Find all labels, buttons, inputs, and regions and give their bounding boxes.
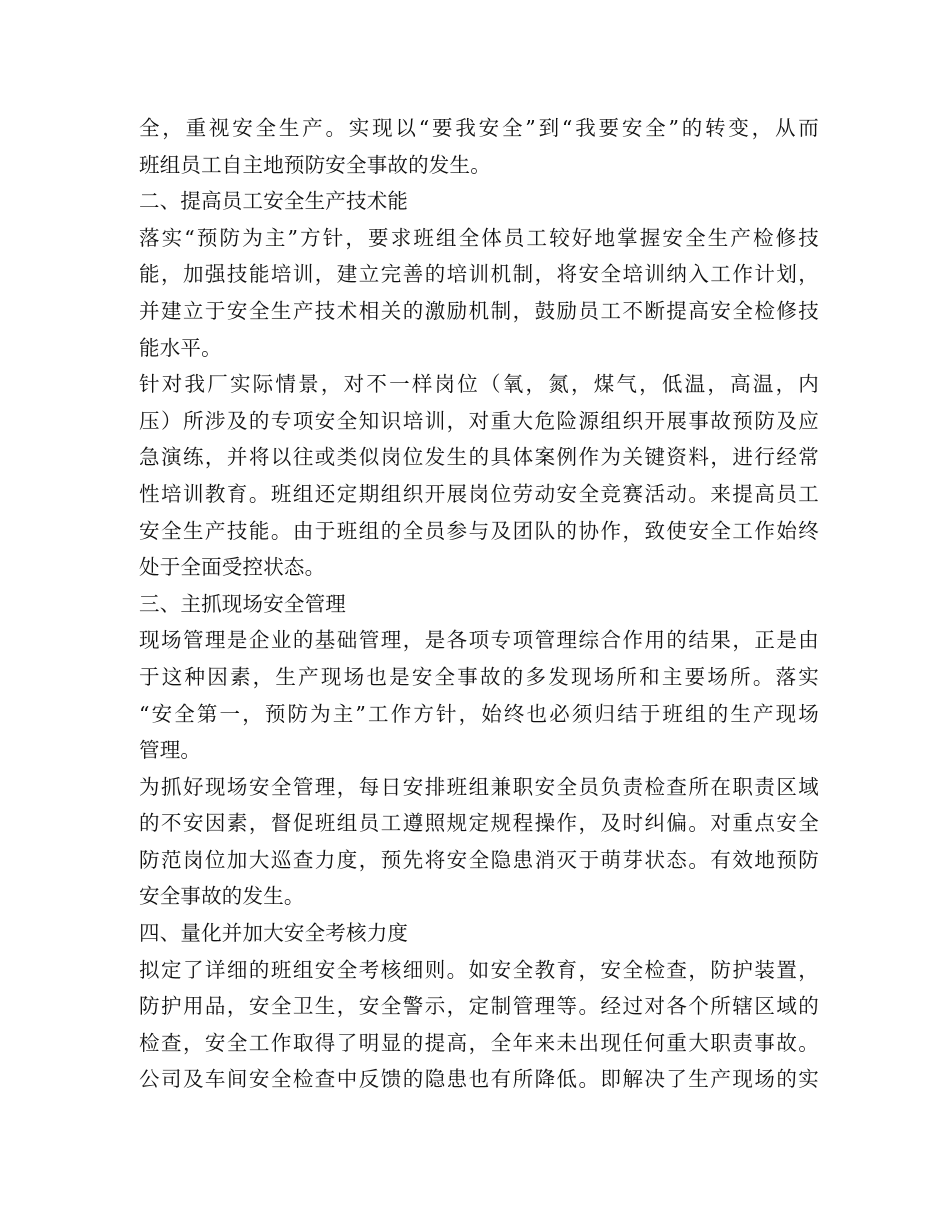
text-line: 处于全面受控状态。 <box>139 555 326 580</box>
text-line: “安全第一，预防为主”工作方针，始终也必须归结于班组的生产现场 <box>139 701 819 726</box>
text-line: 三、主抓现场安全管理 <box>139 591 346 616</box>
text-line: 并建立于安全生产技术相关的激励机制，鼓励员工不断提高安全检修技 <box>139 298 819 323</box>
text-line: 防护用品，安全卫生，安全警示，定制管理等。经过对各个所辖区域的 <box>139 994 819 1019</box>
text-line: 公司及车间安全检查中反馈的隐患也有所降低。即解决了生产现场的实 <box>139 1067 819 1092</box>
text-line: 于这种因素，生产现场也是安全事故的多发现场所和主要场所。落实 <box>139 664 819 689</box>
text-line: 四、量化并加大安全考核力度 <box>139 921 409 946</box>
text-line: 能，加强技能培训，建立完善的培训机制，将安全培训纳入工作计划， <box>139 262 819 287</box>
text-line: 性培训教育。班组还定期组织开展岗位劳动安全竞赛活动。来提高员工 <box>139 481 819 506</box>
text-line: 压）所涉及的专项安全知识培训，对重大危险源组织开展事故预防及应 <box>139 408 819 433</box>
document-page <box>139 110 819 1098</box>
text-line: 管理。 <box>139 738 202 763</box>
text-line: 的不安因素，督促班组员工遵照规定规程操作，及时纠偏。对重点安全 <box>139 811 819 836</box>
text-line: 二、提高员工安全生产技术能 <box>139 189 409 214</box>
text-line: 急演练，并将以往或类似岗位发生的具体案例作为关键资料，进行经常 <box>139 445 819 470</box>
text-line: 拟定了详细的班组安全考核细则。如安全教育，安全检查，防护装置， <box>139 957 819 982</box>
text-line: 为抓好现场安全管理，每日安排班组兼职安全员负责检查所在职责区域 <box>139 774 819 799</box>
text-line: 安全生产技能。由于班组的全员参与及团队的协作，致使安全工作始终 <box>139 518 819 543</box>
text-line: 现场管理是企业的基础管理，是各项专项管理综合作用的结果，正是由 <box>139 628 819 653</box>
text-line: 全，重视安全生产。实现以“要我安全”到“我要安全”的转变，从而 <box>139 116 819 140</box>
text-line: 安全事故的发生。 <box>139 884 305 909</box>
text-line: 针对我厂实际情景，对不一样岗位（氧，氮，煤气，低温，高温，内 <box>139 372 819 397</box>
text-line: 防范岗位加大巡查力度，预先将安全隐患消灭于萌芽状态。有效地预防 <box>139 847 819 872</box>
text-line: 能水平。 <box>139 335 222 360</box>
text-line: 落实“预防为主”方针，要求班组全体员工较好地掌握安全生产检修技 <box>139 225 819 250</box>
text-line: 班组员工自主地预防安全事故的发生。 <box>139 152 491 177</box>
text-line: 检查，安全工作取得了明显的提高，全年来未出现任何重大职责事故。 <box>139 1030 819 1055</box>
